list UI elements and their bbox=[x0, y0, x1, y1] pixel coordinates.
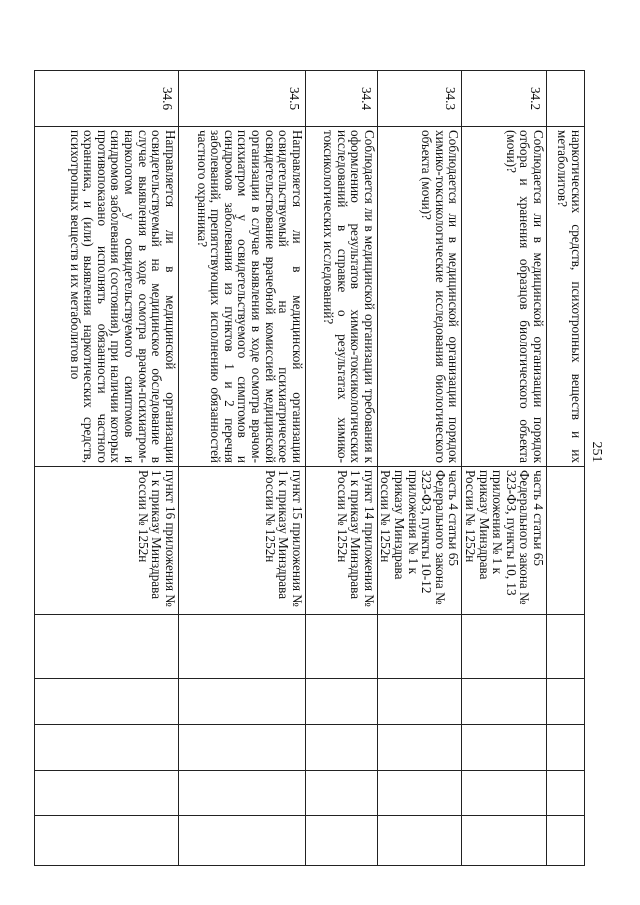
answer-cell-na[interactable] bbox=[178, 725, 305, 771]
row-number: 34.4 bbox=[305, 71, 377, 127]
answer-cell-na[interactable] bbox=[462, 725, 547, 771]
comment-cell[interactable] bbox=[305, 816, 377, 866]
answer-cell-no[interactable] bbox=[377, 679, 462, 725]
answer-cell-yes[interactable] bbox=[305, 615, 377, 679]
table-row bbox=[547, 71, 585, 866]
checklist-table bbox=[34, 70, 585, 866]
answer-cell-extra[interactable] bbox=[34, 771, 178, 816]
comment-cell[interactable] bbox=[178, 816, 305, 866]
legal-reference: пункт 16 приложения № 1 к приказу Минздрава России № 1252н bbox=[34, 467, 178, 615]
row-number: 34.3 bbox=[377, 71, 462, 127]
answer-cell-yes[interactable] bbox=[178, 615, 305, 679]
answer-cell-extra[interactable] bbox=[462, 771, 547, 816]
comment-cell[interactable] bbox=[377, 816, 462, 866]
table-row bbox=[34, 71, 178, 866]
comment-cell[interactable] bbox=[547, 816, 585, 866]
answer-cell-na[interactable] bbox=[34, 725, 178, 771]
checklist-table-area bbox=[67, 70, 585, 865]
answer-cell-yes[interactable] bbox=[34, 615, 178, 679]
answer-cell-yes[interactable] bbox=[377, 615, 462, 679]
answer-cell-no[interactable] bbox=[34, 679, 178, 725]
legal-reference: часть 4 статьи 65 Федерального закона № 323-ФЗ, пункты 10, 13 приложения № 1 к приказу Минздрава России № 1252н bbox=[462, 467, 547, 615]
row-number: 34.5 bbox=[178, 71, 305, 127]
table-row bbox=[305, 71, 377, 866]
requirement-question: Соблюдается ли в медицинской организации порядок отбора и хранения образцов биологического объекта (мочи)? bbox=[462, 127, 547, 467]
answer-cell-no[interactable] bbox=[462, 679, 547, 725]
legal-reference bbox=[547, 467, 585, 615]
legal-reference: пункт 15 приложения № 1 к приказу Минздрава России № 1252н bbox=[178, 467, 305, 615]
requirement-question: Направляется ли в медицинской организации освидетельствуемый на психиатрическое освидетельствование врачебной комиссией медицинской организации в случае выявления в ходе осмотра врачом-психиатром у освидетельствуемого симптомов и синдромов заболевания из пунктов 1 и 2 перечня заболеваний, препятствующих исполнению обязанностей частного охранника? bbox=[178, 127, 305, 467]
row-number: 34.6 bbox=[34, 71, 178, 127]
answer-cell-no[interactable] bbox=[547, 679, 585, 725]
answer-cell-no[interactable] bbox=[178, 679, 305, 725]
legal-reference: часть 4 статьи 65 Федерального закона № 323-ФЗ, пункты 10-12 приложения № 1 к приказу Минздрава России № 1252н bbox=[377, 467, 462, 615]
legal-reference: пункт 14 приложения № 1 к приказу Минздрава России № 1252н bbox=[305, 467, 377, 615]
answer-cell-na[interactable] bbox=[377, 725, 462, 771]
requirement-question: Направляется ли в медицинской организации освидетельствуемый на медицинское обследование в случае выявления в ходе осмотра врачом-психиатром-наркологом у освидетельствуемого симптомов и синдромов заболевания (состояния), при наличии которых противопоказано исполнять обязанности частного охранника, и (или) выявления наркотических средств, психотропных веществ и их метаболитов по bbox=[34, 127, 178, 467]
answer-cell-extra[interactable] bbox=[178, 771, 305, 816]
requirement-question: Соблюдается ли в медицинской организации требования к оформлению результатов химико-токсикологических исследований в справке о результатах химико-токсикологических исследований? bbox=[305, 127, 377, 467]
requirement-question: Соблюдается ли в медицинской организации порядок химико-токсикологические исследования биологического объекта (мочи)? bbox=[377, 127, 462, 467]
answer-cell-yes[interactable] bbox=[547, 615, 585, 679]
rotated-table-container bbox=[67, 70, 585, 865]
table-row bbox=[462, 71, 547, 866]
row-number bbox=[547, 71, 585, 127]
answer-cell-extra[interactable] bbox=[547, 771, 585, 816]
answer-cell-no[interactable] bbox=[305, 679, 377, 725]
table-row bbox=[178, 71, 305, 866]
comment-cell[interactable] bbox=[34, 816, 178, 866]
table-row bbox=[377, 71, 462, 866]
answer-cell-na[interactable] bbox=[305, 725, 377, 771]
requirement-question: наркотических средств, психотропных веществ и их метаболитов? bbox=[547, 127, 585, 467]
answer-cell-yes[interactable] bbox=[462, 615, 547, 679]
answer-cell-extra[interactable] bbox=[377, 771, 462, 816]
row-number: 34.2 bbox=[462, 71, 547, 127]
answer-cell-na[interactable] bbox=[547, 725, 585, 771]
comment-cell[interactable] bbox=[462, 816, 547, 866]
page-number: 251 bbox=[589, 441, 604, 463]
answer-cell-extra[interactable] bbox=[305, 771, 377, 816]
